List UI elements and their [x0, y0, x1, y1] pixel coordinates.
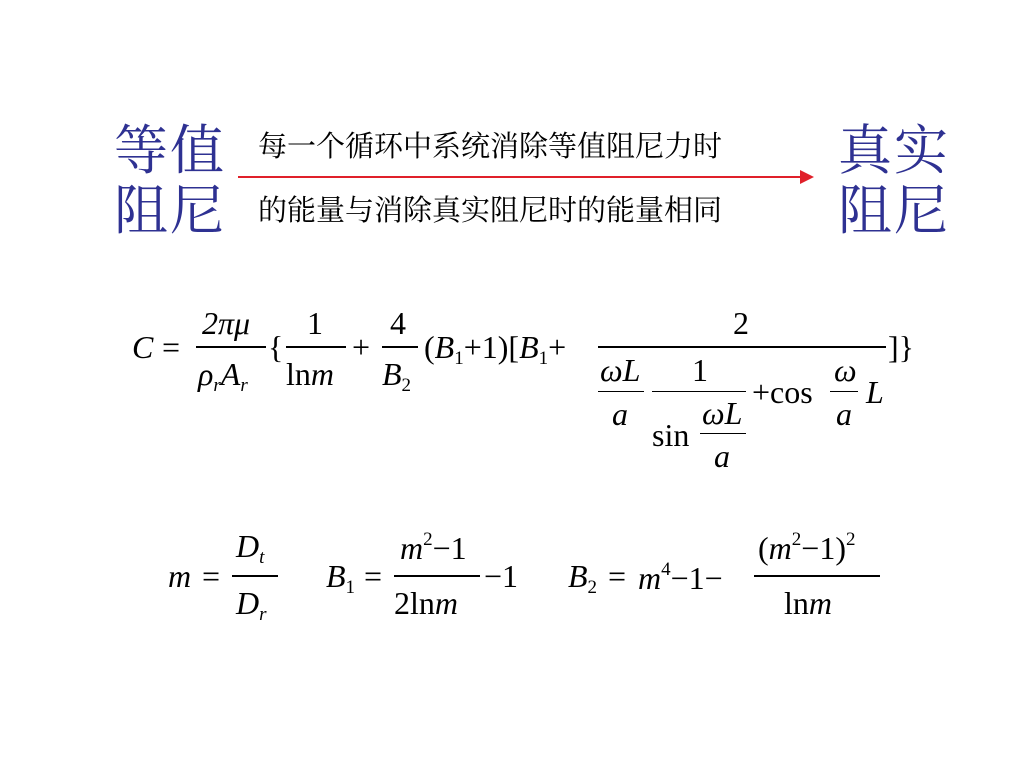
- b1-tail: −1: [484, 558, 519, 594]
- c-a1: a: [612, 396, 628, 432]
- c-omega: ω: [834, 352, 857, 388]
- c-wl2: ωL: [702, 395, 743, 431]
- c-a2: a: [714, 438, 730, 474]
- c-a3: a: [836, 396, 852, 432]
- arrow-text-line1: 每一个循环中系统消除等值阻尼力时: [258, 129, 723, 163]
- c-f2-den: lnm: [286, 356, 334, 392]
- c-plus-cos: +cos: [752, 374, 813, 410]
- c-f3-num: 4: [390, 305, 406, 341]
- c-wl1: ωL: [600, 352, 641, 388]
- left-term-equivalent-damping: [114, 121, 226, 241]
- c-big-num: 2: [733, 305, 749, 341]
- b1-lhs: $B_1$: [326, 558, 356, 598]
- c-sin: sin: [652, 417, 690, 453]
- c-f3-bar: [382, 346, 418, 348]
- right-term-real-damping: [838, 121, 950, 241]
- c-f3-den: $B_2$: [382, 356, 412, 396]
- c-lhs: C: [132, 329, 154, 365]
- c-omega-bar: [830, 391, 858, 392]
- c-f1-bar: [196, 346, 266, 348]
- b1-den: 2lnm: [394, 585, 458, 621]
- c-close: ]}: [888, 329, 915, 365]
- c-big-bar: [598, 346, 886, 348]
- b1-eq: =: [364, 558, 383, 594]
- arrow-line: [238, 176, 804, 178]
- m-lhs: m: [168, 558, 192, 594]
- c-wl1-bar: [598, 391, 644, 392]
- c-inner-num: 1: [692, 352, 708, 388]
- m-eq: =: [202, 558, 221, 594]
- b1-bar: [394, 575, 480, 577]
- c-f1-num: 2πμ: [202, 305, 251, 341]
- c-eq: =: [162, 329, 181, 365]
- b1-num: $m^2-1$: [400, 529, 467, 566]
- left-term-line1: 等值: [114, 119, 226, 182]
- m-den: $D_r$: [236, 585, 267, 625]
- b2-m: $m^4-1-$: [638, 559, 723, 596]
- b2-den: lnm: [784, 585, 832, 621]
- m-num: $D_t$: [236, 528, 265, 568]
- c-wl2-bar: [700, 433, 746, 434]
- c-f2-num: 1: [307, 305, 323, 341]
- c-f1-den: $\rho_rA_r$: [198, 356, 248, 396]
- c-inner-bar: [652, 391, 746, 392]
- b2-eq: =: [608, 558, 627, 594]
- c-plus1: +: [352, 329, 371, 365]
- b2-num: $(m^2-1)^2$: [758, 529, 856, 566]
- c-b1-group: $(B_1+1)[B_1+$: [424, 329, 567, 369]
- c-f2-bar: [286, 346, 346, 348]
- arrow-text-line2: 的能量与消除真实阻尼时的能量相同: [258, 193, 723, 227]
- m-bar: [232, 575, 278, 577]
- arrow-head-icon: [800, 170, 814, 184]
- b2-bar: [754, 575, 880, 577]
- left-term-line2: 阻尼: [114, 179, 226, 242]
- right-term-line1: 真实: [838, 119, 950, 182]
- b2-lhs: $B_2$: [568, 558, 598, 598]
- c-L: L: [866, 374, 884, 410]
- right-term-line2: 阻尼: [838, 179, 950, 242]
- c-brace-open: {: [268, 329, 284, 365]
